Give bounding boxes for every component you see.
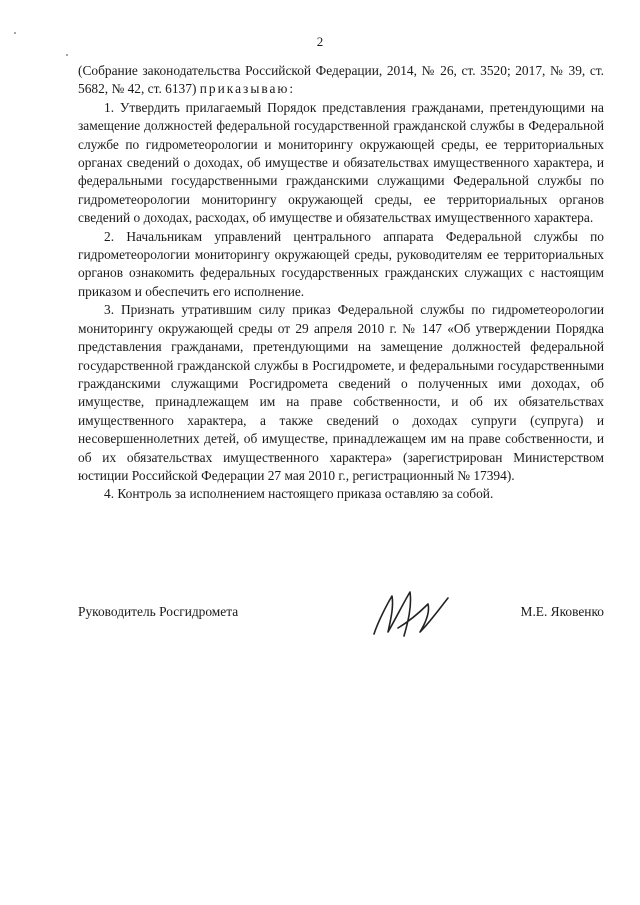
scan-speck [66, 54, 68, 56]
order-word: приказываю: [199, 81, 296, 97]
page-number: 2 [316, 34, 324, 49]
paragraph-intro [78, 62, 604, 99]
handwritten-signature [368, 582, 478, 652]
scan-speck [14, 32, 16, 34]
paragraph-item-2: 2. Начальникам управлений центрального аппарата Федеральной службы по гидрометеорологии мониторингу окружающей среды, руководителям ее территориальных органов ознакомить федеральных государственных гражданских служащих с настоящим приказом и обеспечить его исполнение. [78, 228, 604, 299]
signature-block [78, 600, 604, 660]
intro-text: (Собрание законодательства Российской Федерации, 2014, № 26, ст. 3520; 2017, № 39, ст. 5682, № 42, ст. 6137) [78, 63, 604, 97]
document-body [78, 62, 604, 504]
paragraph-item-3: 3. Признать утратившим силу приказ Федеральной службы по гидрометеорологии мониторингу окружающей среды от 29 апреля 2010 г. № 147 «Об утверждении Порядка представления гражданами, претендующими на замещение должностей федеральной государственной гражданской службы в Росгидромете, и федеральными государственными гражданскими служащими Росгидромета сведений о полученных ими доходах, об имуществе, принадлежащем им на праве собственности, и об их обязательствах имущественного характера, а также сведений о доходах супруги (супруга) и несовершеннолетних детей, об имуществе, принадлежащем им на праве собственности, и об их обязательствах имущественного характера» (зарегистрирован Министерством юстиции Российской Федерации 27 мая 2010 г., регистрационный № 17394). [78, 302, 604, 483]
signatory-name: М.Е. Яковенко [520, 604, 604, 619]
signatory-title: Руководитель Росгидромета [78, 604, 239, 619]
paragraph-item-1: 1. Утвердить прилагаемый Порядок представления гражданами, претендующими на замещение должностей федеральной государственной гражданской службы в Федеральной службе по гидрометеорологии и мониторингу окружающей среды, ее территориальных органах сведений о доходах, об имуществе и обязательствах имущественного характера, и федеральными государственными гражданскими служащими Федеральной службы по гидрометеорологии мониторингу окружающей среды, ее территориальных органов сведений о доходах, расходах, об имуществе и обязательствах имущественного характера. [78, 99, 604, 226]
paragraph-item-4: 4. Контроль за исполнением настоящего приказа оставляю за собой. [104, 486, 494, 502]
